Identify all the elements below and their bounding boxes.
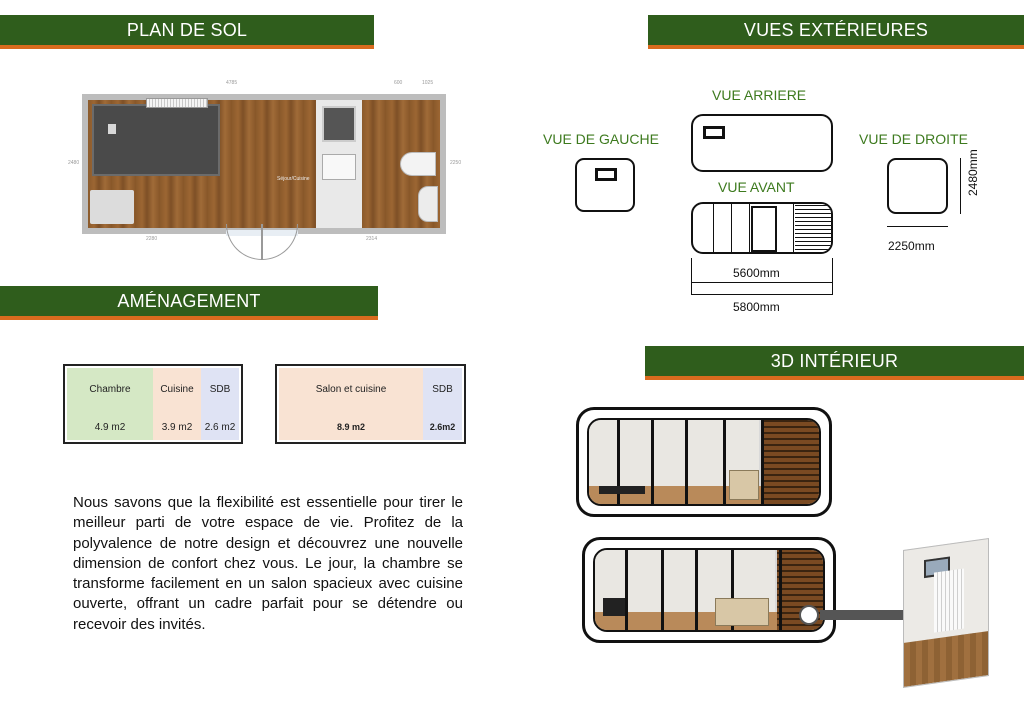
bed	[92, 104, 220, 176]
plan-dim-top-total: 4785	[226, 80, 238, 86]
description-paragraph: Nous savons que la flexibilité est essentielle pour tirer le meilleur parti de votre espace de vie. Profitez de la polyvalence de notre design et découvrez une nouvelle dimension de confort chez vous. Le jour, la chambre se transforme facilement en un salon spacieux avec cuisine ouverte, offrant un cadre parfait pour se détendre ou recevoir des invités.	[73, 494, 463, 633]
bathroom-render	[903, 538, 989, 688]
plan-dim-bottom-right: 2314	[366, 236, 378, 242]
pod-day-frame-1	[625, 550, 628, 630]
door-right-swing	[262, 224, 298, 260]
cell-value: 2.6 m2	[204, 422, 236, 433]
cell-chambre	[67, 368, 153, 440]
pod-night-frame-5	[761, 420, 764, 504]
floor-plan	[66, 76, 466, 266]
dim-outer-length: 5800mm	[733, 300, 780, 314]
pod-night-slats	[763, 420, 819, 504]
dim-line-outer	[691, 294, 833, 295]
front-mullion-3	[749, 204, 750, 254]
front-slats	[795, 204, 833, 254]
kitchen-sink	[322, 154, 356, 180]
pod-day-frame-3	[695, 550, 698, 630]
pod-night-interior	[587, 418, 821, 506]
shower-curtain	[934, 568, 964, 632]
pod-night-frame-2	[651, 420, 654, 504]
cell-label: Chambre	[89, 384, 131, 395]
dim-inner-length: 5600mm	[733, 266, 780, 280]
stove	[322, 106, 356, 142]
door-left-swing	[226, 224, 262, 260]
layout-table-night	[63, 364, 243, 444]
pod-3d-night	[576, 407, 832, 517]
pod-day-frame-2	[661, 550, 664, 630]
bathroom-floor	[904, 631, 988, 687]
label-vue-droite: VUE DE DROITE	[859, 131, 968, 147]
cell-salon-cuisine	[279, 368, 423, 440]
pod-day-kitchen	[715, 598, 769, 626]
cell-sdb	[201, 368, 239, 440]
layout-table-day	[275, 364, 466, 444]
armchair	[90, 190, 134, 224]
dim-line-height	[960, 158, 961, 214]
cell-label: SDB	[432, 384, 453, 395]
pod-night-bed	[599, 486, 645, 494]
cell-label: Cuisine	[160, 384, 194, 395]
cell-value: 3.9 m2	[161, 422, 193, 433]
cell-cuisine	[153, 368, 201, 440]
shower	[418, 186, 438, 222]
label-vue-gauche: VUE DE GAUCHE	[543, 131, 659, 147]
section-title-plan: PLAN DE SOL	[0, 15, 374, 49]
shape-vue-avant	[691, 202, 833, 254]
shape-vue-arriere	[691, 114, 833, 172]
callout-dot	[799, 605, 819, 625]
dim-width: 2250mm	[888, 239, 935, 253]
dim-tick-right	[832, 258, 833, 294]
front-door	[751, 206, 777, 252]
section-title-interieur: 3D INTÉRIEUR	[645, 346, 1024, 380]
pod-day-interior	[593, 548, 825, 632]
pod-night-cabinet	[729, 470, 759, 500]
section-title-vues: VUES EXTÉRIEURES	[648, 15, 1024, 49]
plan-dim-bottom-left: 2280	[146, 236, 158, 242]
front-mullion-2	[731, 204, 732, 254]
pod-night-frame-3	[685, 420, 688, 504]
dim-line-inner	[691, 282, 833, 283]
label-vue-arriere: VUE ARRIERE	[712, 87, 807, 103]
plan-walls	[82, 94, 446, 234]
toilet	[400, 152, 436, 176]
dim-height: 2480mm	[966, 149, 980, 196]
plan-dim-top-right2: 1025	[422, 80, 434, 86]
room-label: Séjour/Cuisine	[277, 176, 310, 182]
pod-night-frame-4	[723, 420, 726, 504]
shape-vue-droite	[887, 158, 948, 214]
front-mullion-1	[713, 204, 714, 254]
shape-vue-gauche	[575, 158, 635, 212]
pod-day-frame-5	[779, 550, 782, 630]
callout-line	[820, 610, 906, 620]
window-left	[595, 168, 617, 181]
cell-label: SDB	[209, 384, 231, 395]
label-vue-avant: VUE AVANT	[718, 179, 795, 195]
window-back	[703, 126, 725, 139]
front-mullion-4	[793, 204, 794, 254]
plan-dim-right: 2250	[450, 160, 462, 166]
cell-value: 8.9 m2	[336, 422, 366, 432]
section-title-amenagement: AMÉNAGEMENT	[0, 286, 378, 320]
plan-dim-top-right: 600	[394, 80, 403, 86]
pod-day-armchair	[603, 598, 625, 616]
pillow	[108, 124, 116, 134]
radiator	[146, 98, 208, 108]
dim-line-width	[887, 226, 948, 227]
cell-value: 4.9 m2	[94, 422, 126, 433]
cell-label: Salon et cuisine	[315, 384, 387, 395]
cell-value: 2.6m2	[429, 422, 456, 432]
cell-sdb	[423, 368, 462, 440]
dim-tick-left	[691, 258, 692, 294]
plan-dim-left: 2480	[68, 160, 80, 166]
pod-3d-day	[582, 537, 836, 643]
